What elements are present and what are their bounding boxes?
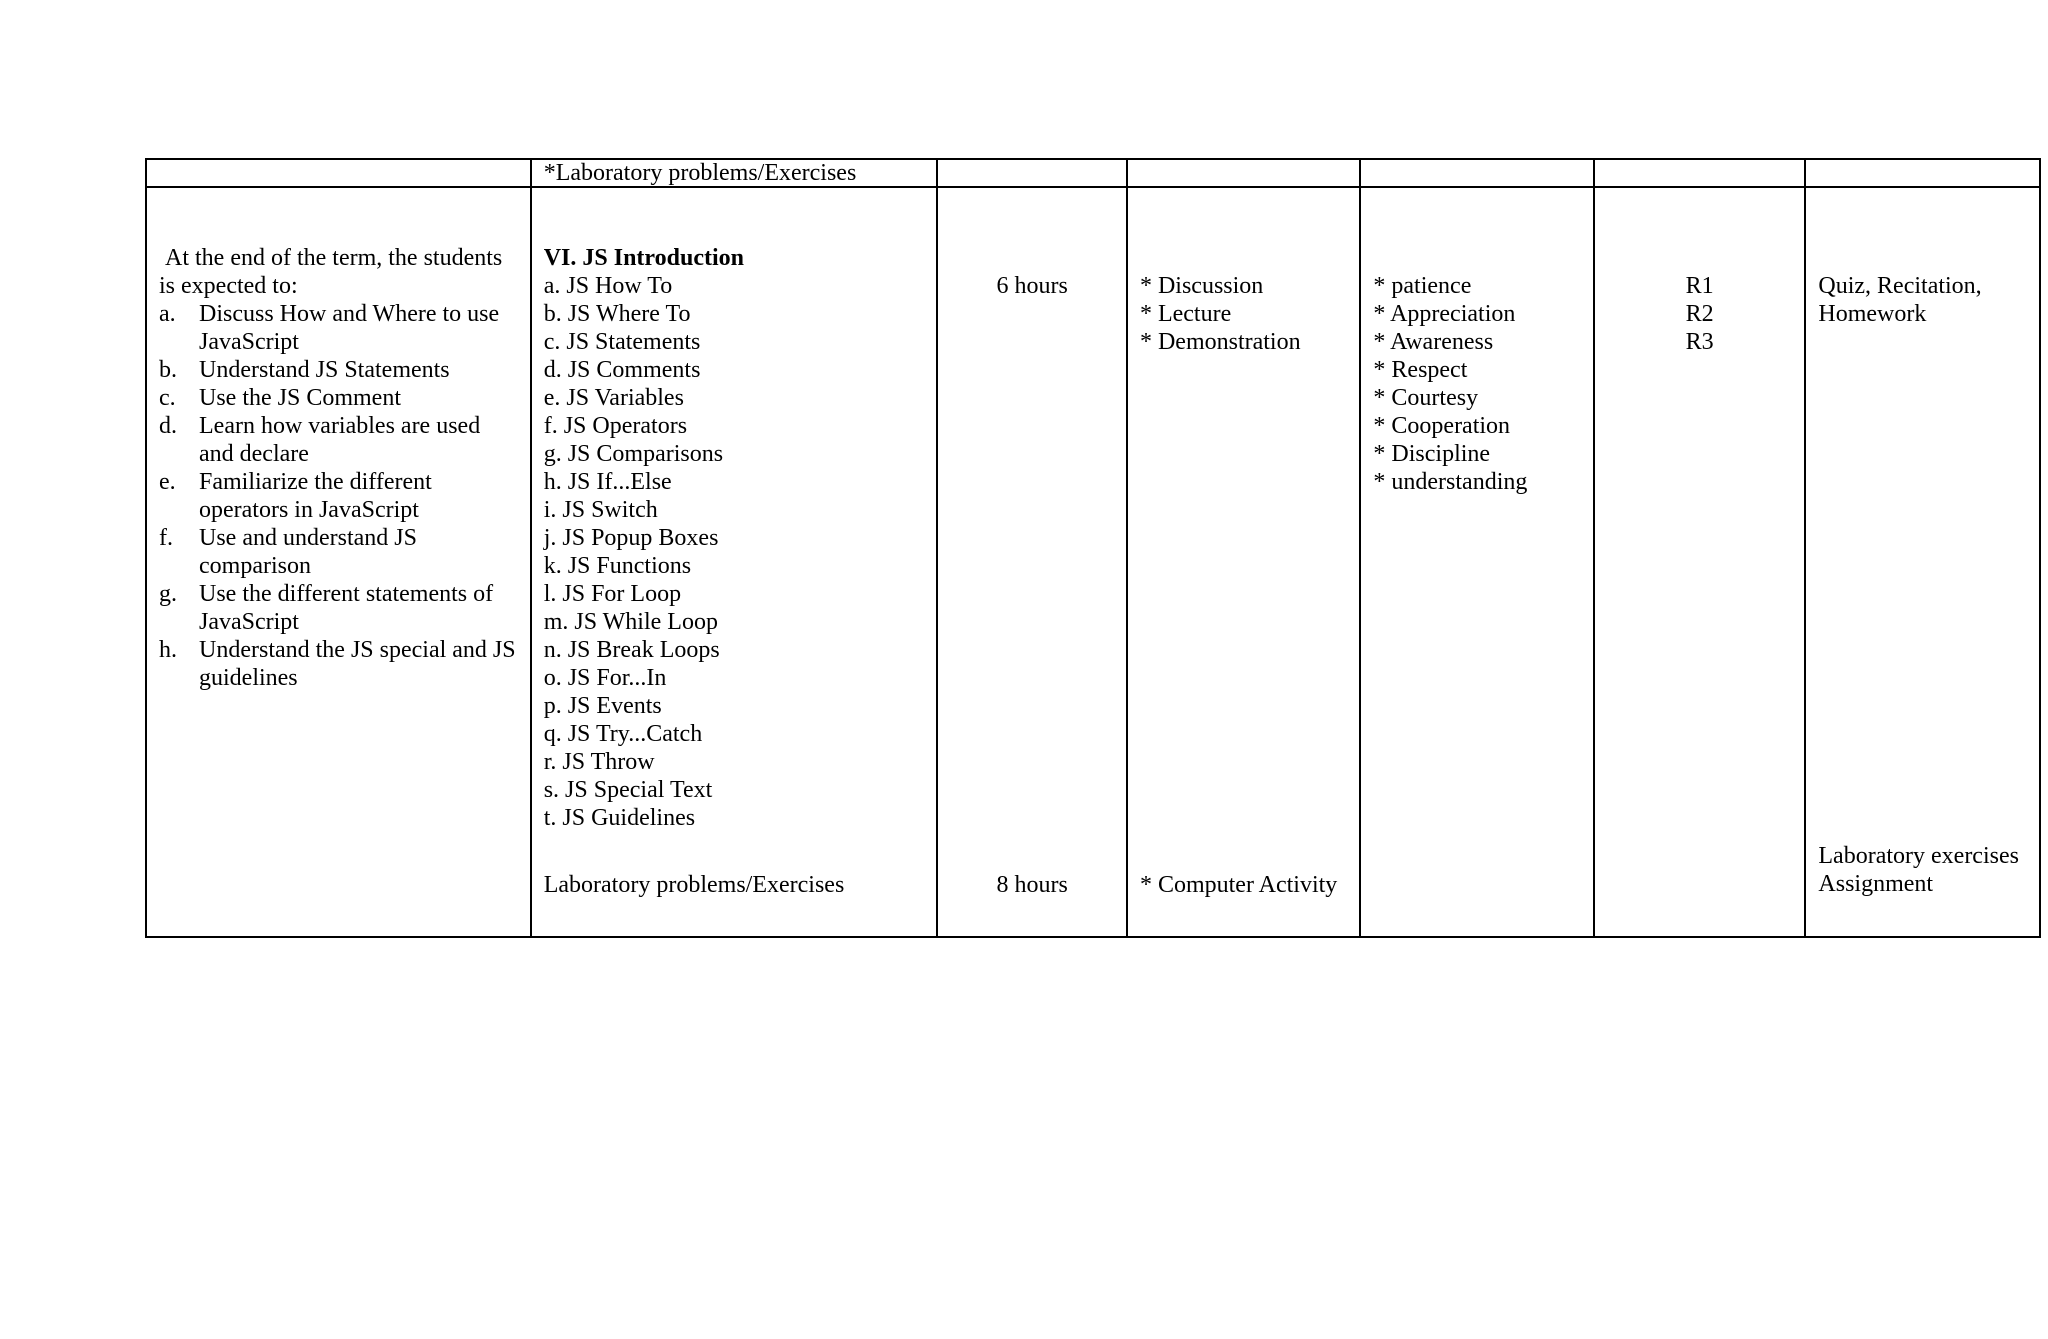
topic-heading: VI. JS Introduction: [543, 245, 744, 271]
table-row-top: [146, 159, 2040, 187]
list-item: s. JS Special Text: [543, 777, 713, 803]
list-item: d. Learn how variables are used and declare: [159, 413, 481, 467]
time-lab: 8 hours: [996, 872, 1068, 898]
list-item: b. Understand JS Statements: [159, 357, 450, 383]
values-top-cell: [1360, 159, 1593, 187]
references-top-cell: [1594, 159, 1806, 187]
topics-top-text: *Laboratory problems/Exercises: [543, 160, 857, 186]
list-item: n. JS Break Loops: [543, 637, 720, 663]
list-item: * Demonstration: [1139, 329, 1301, 355]
list-item: g. Use the different statements of JavaScript: [159, 581, 494, 635]
list-item: R2: [1685, 301, 1714, 327]
list-item: r. JS Throw: [543, 749, 655, 775]
list-item: e. Familiarize the different operators in JavaScript: [159, 469, 432, 523]
list-item: q. JS Try...Catch: [543, 721, 703, 747]
evaluation-line: Laboratory exercises: [1818, 843, 2019, 869]
references-list: [1607, 272, 1793, 356]
list-item: b. JS Where To: [543, 301, 691, 327]
objectives-list: [159, 300, 518, 692]
strategies-top-cell: [1127, 159, 1360, 187]
topic-lab: Laboratory problems/Exercises: [543, 872, 845, 898]
evaluation-top-cell: [1805, 159, 2040, 187]
values-cell: [1360, 187, 1593, 937]
topic-list: [544, 272, 925, 832]
list-item: R1: [1685, 273, 1714, 299]
list-item: * Cooperation: [1373, 413, 1511, 439]
list-item: g. JS Comparisons: [543, 441, 724, 467]
objectives-top-cell: [146, 159, 531, 187]
list-item: * understanding: [1373, 469, 1528, 495]
list-item: j. JS Popup Boxes: [543, 525, 719, 551]
list-item: * Courtesy: [1373, 385, 1479, 411]
list-item: k. JS Functions: [543, 553, 692, 579]
objectives-intro: At the end of the term, the students is expected to:: [159, 245, 503, 299]
list-item: h. Understand the JS special and JS guidelines: [159, 637, 516, 691]
list-item: i. JS Switch: [543, 497, 658, 523]
values-list: [1373, 272, 1580, 496]
list-item: * Lecture: [1139, 301, 1232, 327]
evaluation-line: Quiz, Recitation,: [1818, 273, 1982, 299]
topics-cell: [531, 187, 938, 937]
strategies-lab: * Computer Activity: [1139, 872, 1338, 898]
evaluation-cell: [1805, 187, 2040, 937]
list-item: * Discussion: [1139, 273, 1264, 299]
list-item: e. JS Variables: [543, 385, 684, 411]
list-item: p. JS Events: [543, 693, 662, 719]
evaluation-lecture: [1818, 272, 2027, 328]
time-cell: [937, 187, 1127, 937]
list-item: h. JS If...Else: [543, 469, 672, 495]
evaluation-line: Homework: [1818, 301, 1927, 327]
list-item: o. JS For...In: [543, 665, 667, 691]
objectives-cell: [146, 187, 531, 937]
strategies-cell: [1127, 187, 1360, 937]
time-lecture: 6 hours: [996, 273, 1068, 299]
syllabus-table: [145, 158, 2041, 938]
evaluation-line: Assignment: [1818, 871, 1934, 897]
topics-top-cell: [531, 159, 938, 187]
list-item: m. JS While Loop: [543, 609, 718, 635]
list-item: a. JS How To: [543, 273, 673, 299]
list-item: l. JS For Loop: [543, 581, 682, 607]
list-item: * Awareness: [1373, 329, 1494, 355]
list-item: * patience: [1373, 273, 1472, 299]
list-item: * Discipline: [1373, 441, 1491, 467]
time-top-cell: [937, 159, 1127, 187]
list-item: d. JS Comments: [543, 357, 701, 383]
references-cell: [1594, 187, 1806, 937]
list-item: R3: [1685, 329, 1714, 355]
evaluation-lab: [1818, 842, 2027, 898]
list-item: f. Use and understand JS comparison: [159, 525, 417, 579]
list-item: * Respect: [1373, 357, 1468, 383]
list-item: t. JS Guidelines: [543, 805, 696, 831]
list-item: a. Discuss How and Where to use JavaScript: [159, 301, 500, 355]
list-item: c. JS Statements: [543, 329, 701, 355]
table-row-main: [146, 187, 2040, 937]
list-item: c. Use the JS Comment: [159, 385, 401, 411]
strategies-list: [1140, 272, 1347, 356]
list-item: f. JS Operators: [543, 413, 688, 439]
list-item: * Appreciation: [1373, 301, 1516, 327]
